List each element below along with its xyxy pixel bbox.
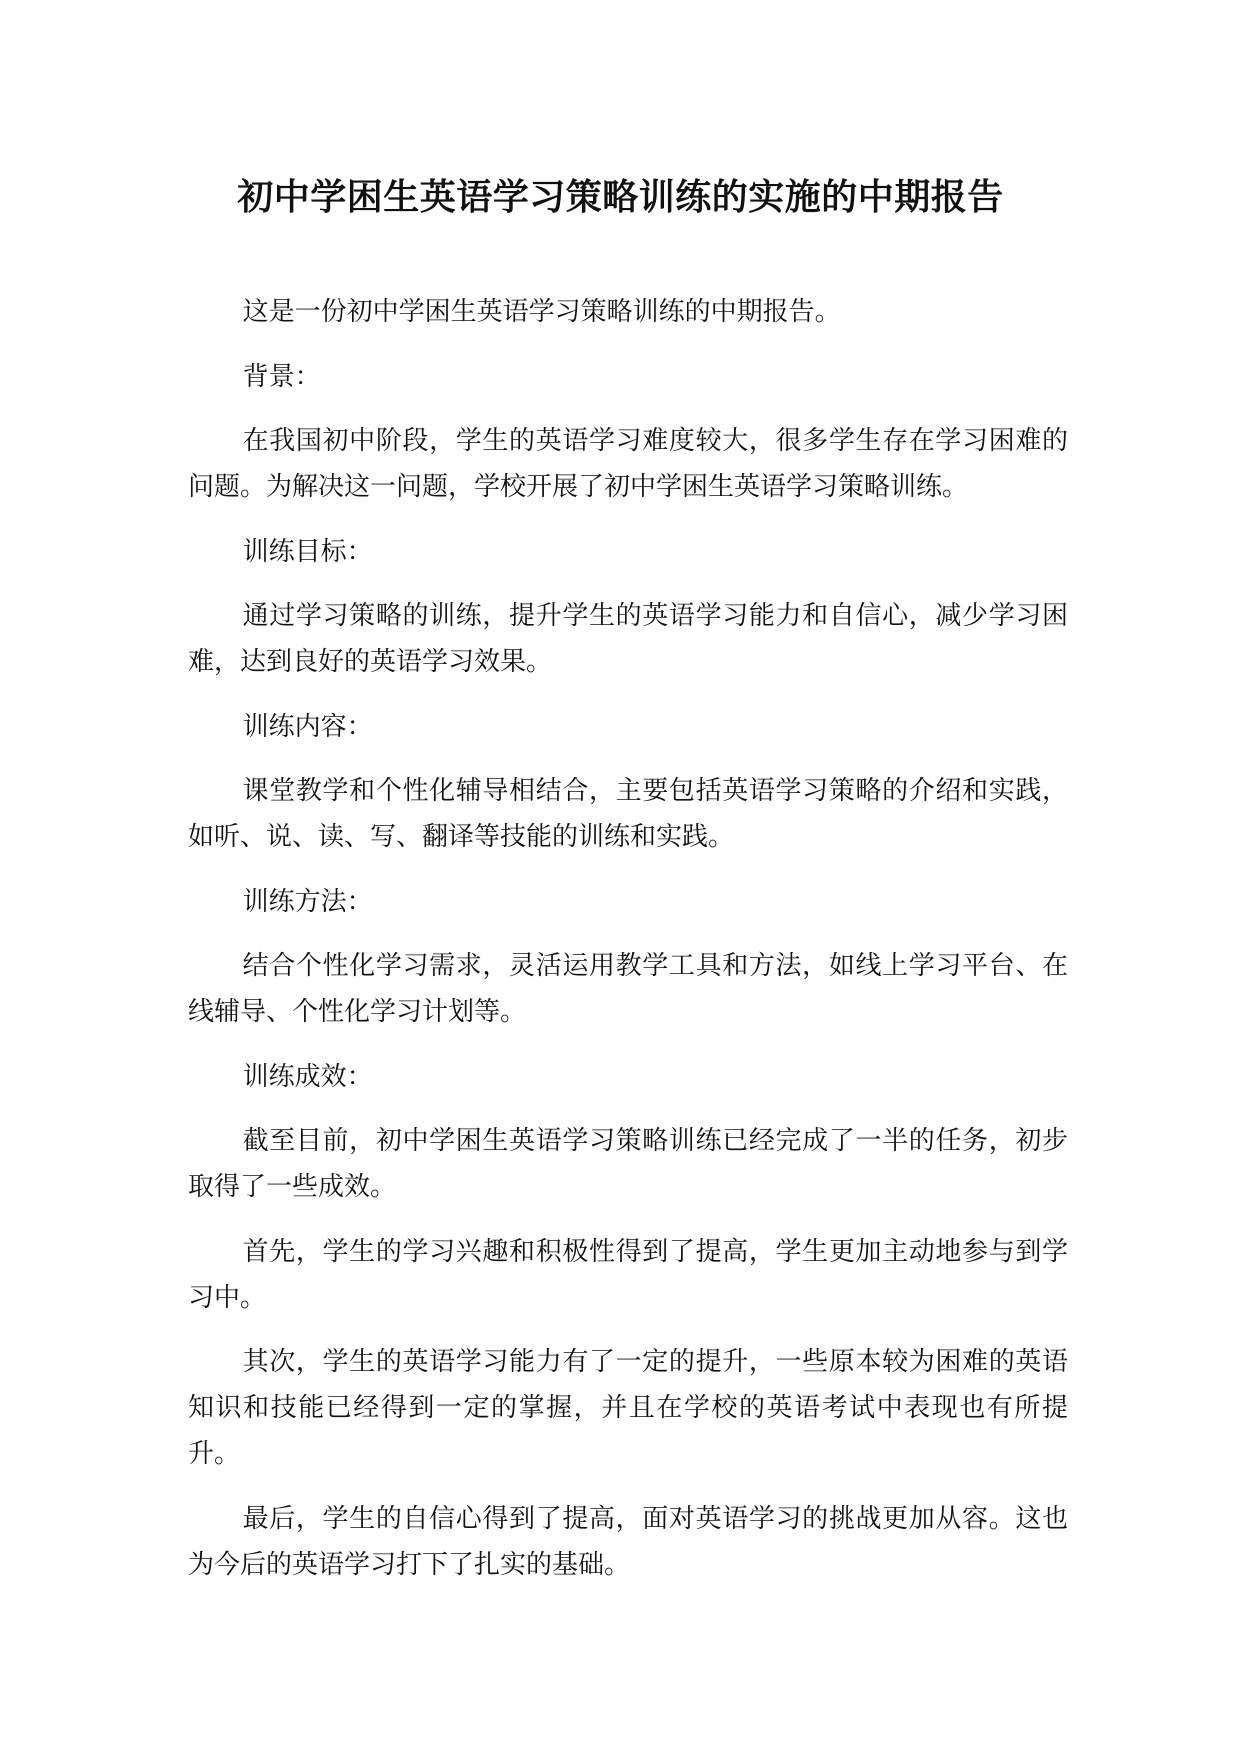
section-heading-content: 训练内容： — [242, 711, 373, 742]
second-result-paragraph: 其次，学生的英语学习能力有了一定的提升，一些原本较为困难的英语知识和技能已经得到一定的掌握，并且在学校的英语考试中表现也有所提升。 — [188, 1347, 1068, 1469]
section-heading-results: 训练成效： — [242, 1061, 373, 1092]
content-paragraph: 课堂教学和个性化辅导相结合，主要包括英语学习策略的介绍和实践，如听、说、读、写、翻译等技能的训练和实践。 — [188, 776, 1068, 852]
intro-paragraph: 这是一份初中学困生英语学习策略训练的中期报告。 — [242, 297, 841, 327]
section-heading-goals: 训练目标： — [242, 536, 373, 567]
first-result-paragraph: 首先，学生的学习兴趣和积极性得到了提高，学生更加主动地参与到学习中。 — [188, 1236, 1068, 1313]
document-body — [188, 289, 1068, 1606]
results-paragraph: 截至目前，初中学困生英语学习策略训练已经完成了一半的任务，初步取得了一些成效。 — [188, 1126, 1068, 1202]
document-title: 初中学困生英语学习策略训练的实施的中期报告 — [237, 177, 1004, 218]
methods-paragraph: 结合个性化学习需求，灵活运用教学工具和方法，如线上学习平台、在线辅导、个性化学习计划等。 — [188, 951, 1068, 1027]
section-heading-background: 背景： — [242, 361, 321, 392]
final-result-paragraph: 最后，学生的自信心得到了提高，面对英语学习的挑战更加从容。这也为今后的英语学习打下了扎实的基础。 — [188, 1503, 1068, 1580]
goals-paragraph: 通过学习策略的训练，提升学生的英语学习能力和自信心，减少学习困难，达到良好的英语学习效果。 — [188, 601, 1068, 677]
section-heading-methods: 训练方法： — [242, 886, 373, 917]
background-paragraph: 在我国初中阶段，学生的英语学习难度较大，很多学生存在学习困难的问题。为解决这一问题，学校开展了初中学困生英语学习策略训练。 — [188, 426, 1068, 502]
